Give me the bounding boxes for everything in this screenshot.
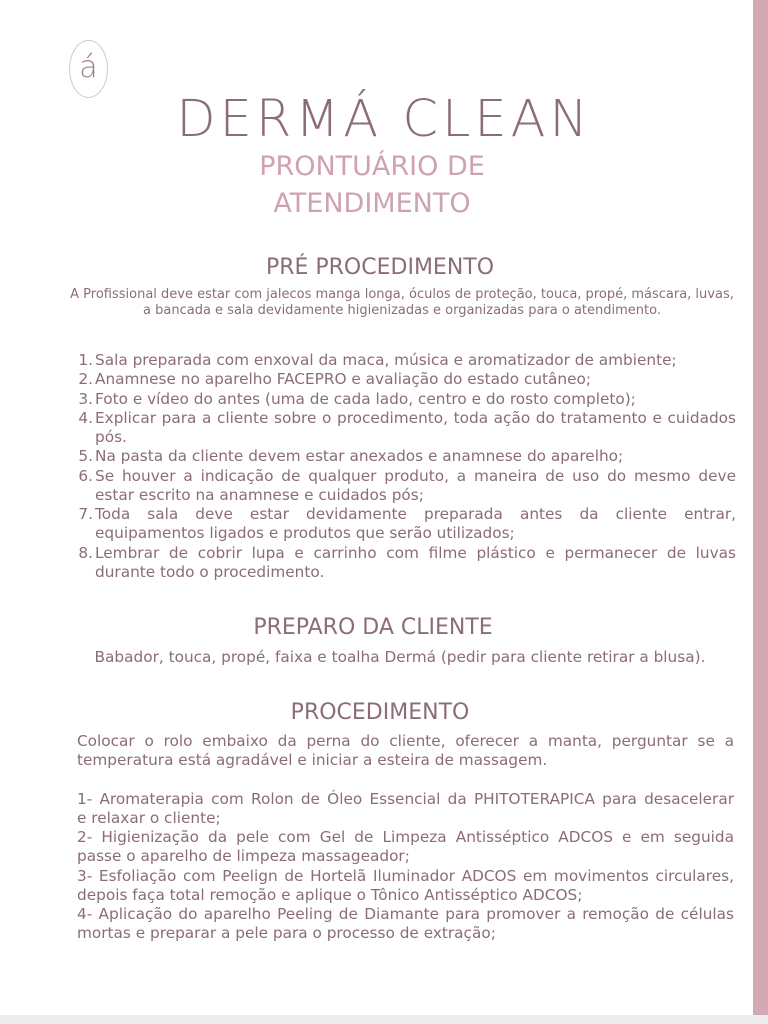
checklist-item-number: 4. [78, 408, 93, 427]
checklist-line: Anamnese no aparelho FACEPRO e avaliação do estado cutâneo; [95, 370, 592, 389]
checklist-item-text [95, 409, 736, 448]
procedimento-step-line: 2- Higienização da pele com Gel de Limpeza Antisséptico ADCOS e em seguida [77, 828, 734, 847]
procedimento-step-line: depois faça total remoção e aplique o Tônico Antisséptico ADCOS; [77, 885, 583, 904]
checklist-item-number: 5. [78, 447, 93, 466]
procedimento-step [77, 905, 734, 943]
brand-logo [69, 40, 108, 98]
intro-line: a bancada e sala devidamente higienizadas e organizadas para o atendimento. [143, 303, 661, 318]
checklist-line: Sala preparada com enxoval da maca, música e aromatizador de ambiente; [95, 351, 677, 369]
checklist-item-number: 2. [78, 370, 93, 389]
checklist-item-number: 3. [78, 389, 93, 408]
preparo-cliente-text: Babador, touca, propé, faixa e toalha Dermá (pedir para cliente retirar a blusa). [94, 648, 706, 666]
checklist-line: durante todo o procedimento. [95, 562, 325, 581]
checklist-line: Explicar para a cliente sobre o procedimento, toda ação do tratamento e cuidados [95, 408, 736, 427]
procedimento-step-line: passe o aparelho de limpeza massageador; [77, 847, 410, 866]
procedimento-intro-line: temperatura está agradável e iniciar a esteira de massagem. [77, 751, 548, 770]
checklist-item-text [95, 390, 736, 409]
bottom-edge-band [0, 1015, 768, 1024]
procedimento-step-line: 3- Esfoliação com Peelign de Hortelã Iluminador ADCOS em movimentos circulares, [77, 866, 734, 885]
procedimento-step-line: e relaxar o cliente; [77, 809, 221, 827]
checklist-item [73, 544, 736, 583]
checklist-item-text [95, 467, 736, 506]
procedimento-step [77, 828, 734, 866]
procedimento-intro [77, 732, 734, 770]
checklist-line: estar escrito na anamnese e cuidados pós; [95, 485, 424, 504]
checklist-line: Na pasta da cliente devem estar anexados e anamnese do aparelho; [95, 447, 624, 466]
procedimento-step-line: mortas e preparar a pele para o processo de extração; [77, 924, 496, 943]
checklist-line: Se houver a indicação de qualquer produto, a maneira de uso do mesmo deve [95, 466, 736, 485]
checklist-item [73, 447, 736, 466]
procedimento-intro-line: Colocar o rolo embaixo da perna do cliente, oferecer a manta, perguntar se a [77, 732, 734, 750]
procedimento-step-line: 4- Aplicação do aparelho Peeling de Diamante para promover a remoção de células [77, 905, 734, 924]
checklist-item-number: 1. [78, 351, 93, 369]
subtitle-line: PRONTUÁRIO DE [259, 151, 485, 182]
checklist-line: Foto e vídeo do antes (uma de cada lado, centro e do rosto completo); [95, 389, 636, 408]
procedimento-body [77, 732, 734, 943]
checklist-item [73, 351, 736, 370]
checklist-item [73, 390, 736, 409]
intro-line: A Profissional deve estar com jalecos manga longa, óculos de proteção, touca, propé, máscara, luvas, [70, 287, 734, 302]
procedimento-step [77, 790, 734, 828]
brand-title: DERMÁ CLEAN [176, 90, 592, 149]
checklist-item-text [95, 351, 736, 370]
checklist-item [73, 505, 736, 544]
checklist-item-text [95, 544, 736, 583]
logo-letter: á [79, 49, 98, 85]
procedimento-step-line: 1- Aromaterapia com Rolon de Óleo Essencial da PHITOTERAPICA para desacelerar [77, 789, 734, 808]
pre-procedimento-checklist [73, 351, 736, 582]
procedimento-step [77, 867, 734, 905]
section-heading-procedimento: PROCEDIMENTO [290, 700, 470, 725]
checklist-item-text [95, 505, 736, 544]
checklist-line: Lembrar de cobrir lupa e carrinho com filme plástico e permanecer de luvas [95, 543, 736, 562]
subtitle-line: ATENDIMENTO [273, 188, 471, 219]
checklist-item-number: 8. [78, 543, 93, 562]
pre-procedimento-intro [64, 287, 740, 319]
section-heading-preparo-cliente: PREPARO DA CLIENTE [253, 615, 493, 640]
checklist-item [73, 370, 736, 389]
checklist-item-number: 7. [78, 505, 93, 524]
checklist-line: Toda sala deve estar devidamente preparada antes da cliente entrar, [95, 505, 736, 524]
checklist-item [73, 409, 736, 448]
checklist-line: equipamentos ligados e produtos que serão utilizados; [95, 524, 515, 543]
checklist-item-text [95, 370, 736, 389]
checklist-item-text [95, 447, 736, 466]
document-subtitle [0, 148, 744, 222]
checklist-item-number: 6. [78, 466, 93, 485]
section-heading-pre-procedimento: PRÉ PROCEDIMENTO [265, 255, 495, 280]
checklist-item [73, 467, 736, 506]
right-edge-stripe [753, 0, 768, 1015]
checklist-line: pós. [95, 428, 127, 447]
